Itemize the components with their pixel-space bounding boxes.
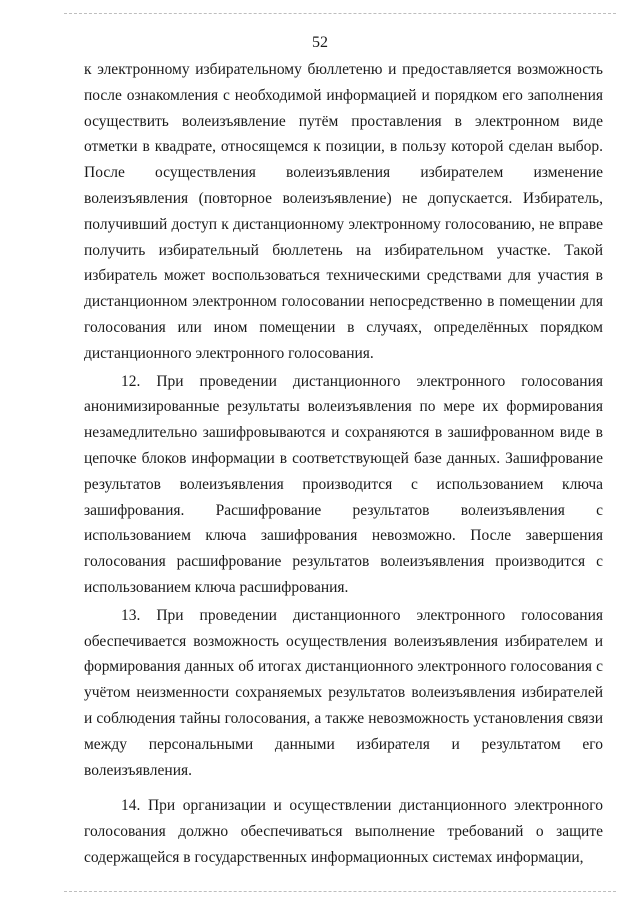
document-body bbox=[84, 57, 603, 871]
paragraph-item-12: 12. При проведении дистанционного электронного голосования анонимизированные результаты волеизъявления по мере их формирования незамедлительно зашифровываются и сохраняются в зашифрованном виде в цепочке блоков информации в соответствующей базе данных. Зашифрование результатов волеизъявления производится с использованием ключа зашифрования. Расшифрование результатов волеизъявления с использованием ключа зашифрования невозможно. После завершения голосования расшифрование результатов волеизъявления производится с использованием ключа расшифрования. bbox=[84, 372, 603, 596]
page-number: 52 bbox=[312, 34, 328, 51]
paragraph-item-14: 14. При организации и осуществлении дистанционного электронного голосования должно обеспечиваться выполнение требований о защите содержащейся в государственных информационных системах информации, bbox=[84, 797, 603, 866]
scan-edge-top bbox=[64, 13, 616, 14]
paragraph-continuation: к электронному избирательному бюллетеню и предоставляется возможность после ознакомления с необходимой информацией и порядком его заполнения осуществить волеизъявление путём проставления в электронном виде отметки в квадрате, относящемся к позиции, в пользу которой сделан выбор. После осуществления волеизъявления избирателем изменение волеизъявления (повторное волеизъявление) не допускается. Избиратель, получивший доступ к дистанционному электронному голосованию, не вправе получить избирательный бюллетень на избирательном участке. Такой избиратель может воспользоваться техническими средствами для участия в дистанционном электронном голосовании непосредственно в помещении для голосования или ином помещении в случаях, определённых порядком дистанционного электронного голосования. bbox=[84, 61, 603, 362]
paragraph-item-13: 13. При проведении дистанционного электронного голосования обеспечивается возможность осуществления волеизъявления избирателем и формирования данных об итогах дистанционного электронного голосования с учётом неизменности сохраняемых результатов волеизъявления избирателей и соблюдения тайны голосования, а также невозможность установления связи между персональными данными избирателя и результатом его волеизъявления. bbox=[84, 606, 603, 779]
scan-edge-bottom bbox=[64, 891, 616, 892]
